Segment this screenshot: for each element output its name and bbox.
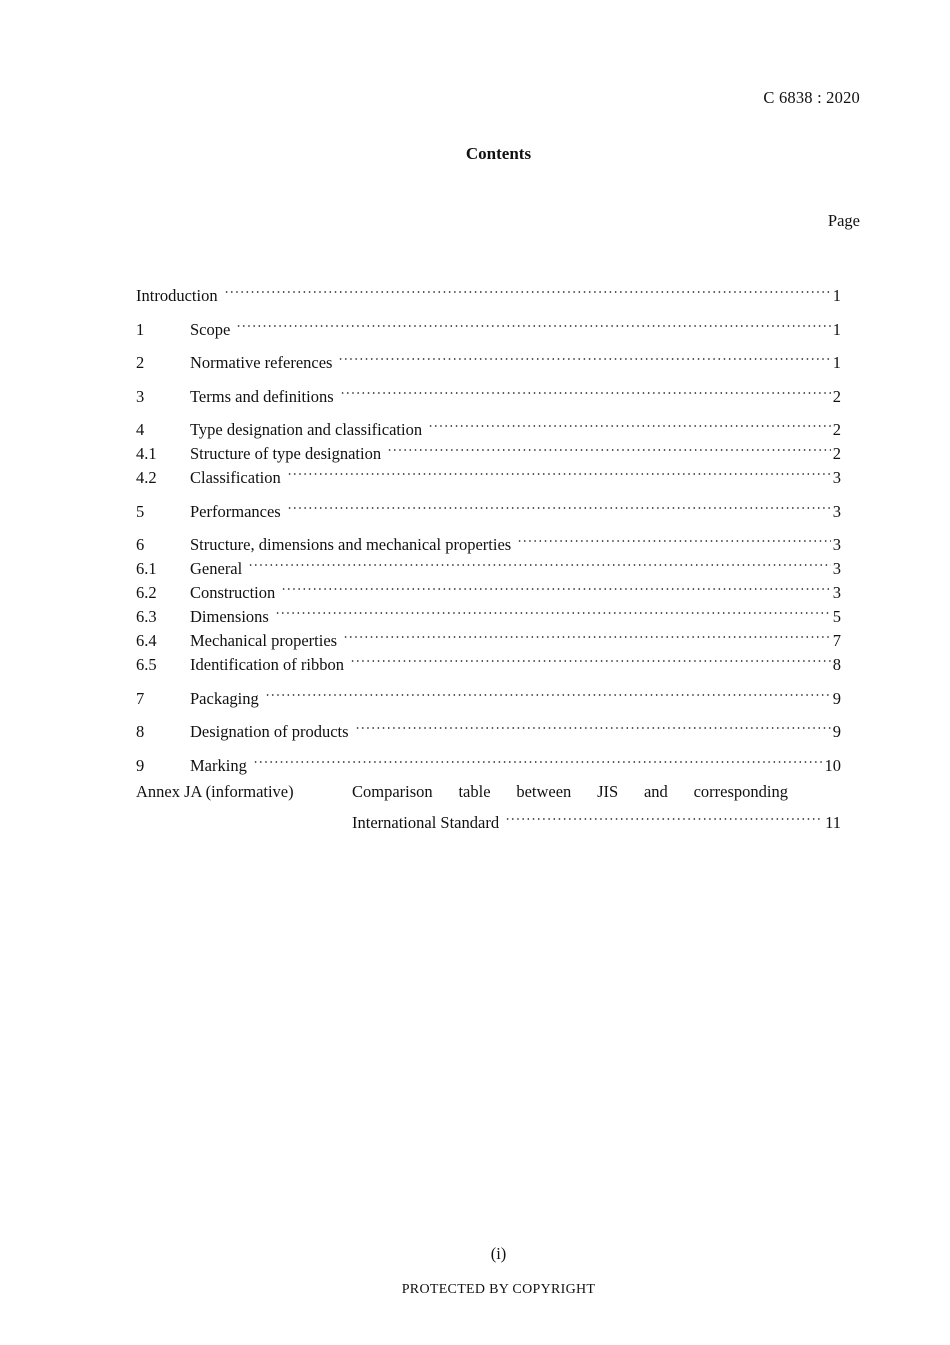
document-code: C 6838 : 2020 <box>763 88 860 107</box>
dot-leader <box>348 646 831 670</box>
toc-section-title: Structure, dimensions and mechanical properties <box>190 535 512 554</box>
toc-entry[interactable] <box>136 680 841 708</box>
dot-leader <box>285 459 831 483</box>
toc-section-number: 5 <box>136 501 145 521</box>
toc-section-title: Construction <box>190 583 276 602</box>
dot-leader <box>338 378 831 402</box>
toc-section-title: Classification <box>190 468 281 487</box>
annex-label: Annex JA (informative) <box>136 782 294 801</box>
toc-section-title: Marking <box>190 755 247 775</box>
toc-page-number: 11 <box>825 813 841 832</box>
toc-entry[interactable] <box>136 378 841 406</box>
toc-section-number: 8 <box>136 722 145 741</box>
toc-page-number: 3 <box>832 501 841 521</box>
toc-section-number: 3 <box>136 386 145 406</box>
dot-leader <box>273 598 831 622</box>
annex-title-line1: Comparison table between JIS and corresponding <box>352 782 788 801</box>
toc-section-title: Performances <box>190 501 281 521</box>
copyright-notice: PROTECTED BY COPYRIGHT <box>401 1282 596 1297</box>
toc-section-number: 6.4 <box>136 631 157 650</box>
toc-page-number: 9 <box>832 722 841 741</box>
dot-leader <box>285 493 831 517</box>
toc-section-title: Identification of ribbon <box>190 655 344 674</box>
toc-entry[interactable] <box>136 411 841 439</box>
dot-leader <box>251 747 823 771</box>
toc-page-number: 10 <box>824 755 841 775</box>
toc-section-title: Type designation and classification <box>190 420 423 439</box>
dot-leader <box>246 550 831 574</box>
toc-section-title: Dimensions <box>190 607 269 626</box>
toc-page-number: 2 <box>832 420 841 439</box>
toc-section-number: 7 <box>136 688 145 708</box>
dot-leader <box>503 804 823 828</box>
toc-page-number: 8 <box>832 655 841 674</box>
toc-section-number: 6.3 <box>136 607 157 626</box>
toc-page-number: 9 <box>832 688 841 708</box>
toc-page-number: 5 <box>832 607 841 626</box>
toc-page-number: 3 <box>832 535 841 554</box>
toc-section-number: 4 <box>136 420 145 439</box>
toc-page-number: 1 <box>832 319 841 339</box>
toc-section-number: 6.5 <box>136 655 157 674</box>
toc-section-number: 1 <box>136 319 145 339</box>
toc-section-title: Structure of type designation <box>190 444 382 463</box>
table-of-contents <box>136 277 841 832</box>
toc-entry[interactable] <box>136 713 841 741</box>
toc-page-number: 2 <box>832 386 841 406</box>
toc-entry[interactable] <box>136 526 841 554</box>
annex-body <box>352 780 841 832</box>
dot-leader <box>234 311 830 335</box>
page-column-label: Page <box>827 211 860 230</box>
dot-leader <box>341 622 831 646</box>
contents-heading: Contents <box>465 144 532 163</box>
toc-entry[interactable] <box>136 493 841 521</box>
footer-page-number: (i) <box>490 1244 507 1263</box>
toc-section-number: 4.1 <box>136 444 157 463</box>
toc-section-title: Designation of products <box>190 722 349 741</box>
toc-section-number: 9 <box>136 755 145 775</box>
dot-leader <box>279 574 831 598</box>
dot-leader <box>426 411 831 435</box>
toc-page-number: 1 <box>832 353 841 372</box>
toc-entry[interactable] <box>136 311 841 339</box>
toc-page-number: 2 <box>832 444 841 463</box>
toc-section-number: 6.1 <box>136 559 157 578</box>
toc-section-number: 2 <box>136 353 145 372</box>
toc-section-title: Terms and definitions <box>190 386 334 406</box>
dot-leader <box>222 277 831 301</box>
toc-section-title: Packaging <box>190 688 259 708</box>
toc-page-number: 3 <box>832 559 841 578</box>
annex-title-line2: International Standard <box>352 813 500 832</box>
toc-entry[interactable] <box>136 747 841 775</box>
toc-section-title: Introduction <box>136 286 218 305</box>
toc-section-title: Scope <box>190 319 231 339</box>
toc-page-number: 7 <box>832 631 841 650</box>
toc-section-title: Mechanical properties <box>190 631 338 650</box>
annex-title-line2-row <box>352 804 841 832</box>
toc-section-number: 6.2 <box>136 583 157 602</box>
toc-page-number: 3 <box>832 468 841 487</box>
toc-section-title: General <box>190 559 243 578</box>
toc-section-title: Normative references <box>190 353 333 372</box>
toc-entry[interactable] <box>136 277 841 305</box>
toc-section-number: 4.2 <box>136 468 157 487</box>
dot-leader <box>263 680 831 704</box>
toc-entry[interactable] <box>136 344 841 372</box>
toc-page-number: 3 <box>832 583 841 602</box>
toc-section-number: 6 <box>136 535 145 554</box>
dot-leader <box>353 713 831 737</box>
toc-page-number: 1 <box>832 286 841 305</box>
toc-entry-annex-ja[interactable] <box>136 780 841 832</box>
dot-leader <box>515 526 831 550</box>
dot-leader <box>336 344 830 368</box>
dot-leader <box>385 435 831 459</box>
